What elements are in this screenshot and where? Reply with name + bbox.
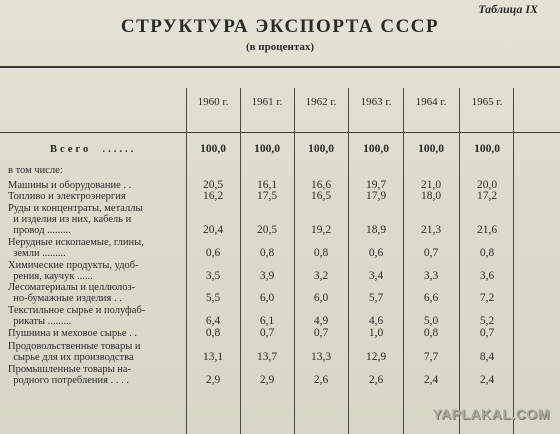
table-cell: 0,8 <box>205 327 221 339</box>
row-label: Пушнина и меховое сырье . . <box>8 328 138 339</box>
table-cell: 0,8 <box>259 247 275 259</box>
row-label: Текстильное сырье и полуфаб- рикаты ......... <box>8 305 146 327</box>
table-cell: 3,4 <box>368 270 384 282</box>
row-label: Машины и оборудование . . <box>8 180 132 191</box>
table-cell: 21,6 <box>476 224 498 236</box>
column-header: 1965 г. <box>471 96 503 108</box>
row-label: в том числе: <box>8 165 63 176</box>
column-header: 1962 г. <box>305 96 337 108</box>
table-cell: 3,2 <box>313 270 329 282</box>
table-cell: 0,7 <box>313 327 329 339</box>
row-label: Нерудные ископаемые, глины, земли ......... <box>8 237 144 259</box>
table-cell: 18,9 <box>365 224 387 236</box>
top-rule <box>0 66 560 68</box>
table-cell: 6,6 <box>423 292 439 304</box>
table-cell: 16,1 <box>256 179 278 191</box>
table-cell: 5,0 <box>423 315 439 327</box>
table-cell: 0,7 <box>423 247 439 259</box>
table-cell: 100,0 <box>254 143 280 155</box>
table-cell: 5,2 <box>479 315 495 327</box>
row-label: Химические продукты, удоб- рения, каучук ...... <box>8 260 139 282</box>
table-cell: 100,0 <box>474 143 500 155</box>
table-cell: 1,0 <box>368 327 384 339</box>
table-cell: 3,5 <box>205 270 221 282</box>
table-cell: 20,4 <box>202 224 224 236</box>
table-cell: 2,6 <box>313 374 329 386</box>
table-cell: 13,1 <box>202 351 224 363</box>
table-cell: 4,9 <box>313 315 329 327</box>
table-cell: 19,7 <box>365 179 387 191</box>
column-header: 1964 г. <box>415 96 447 108</box>
table-cell: 5,7 <box>368 292 384 304</box>
row-label: Лесоматериалы и целлюлоз- но-бумажные изделия . . <box>8 282 136 304</box>
table-cell: 100,0 <box>363 143 389 155</box>
row-label: Промышленные товары на- родного потребления . . . . <box>8 364 132 386</box>
table-cell: 6,0 <box>259 292 275 304</box>
table-cell: 8,4 <box>479 351 495 363</box>
table-cell: 17,5 <box>256 190 278 202</box>
table-cell: 0,8 <box>423 327 439 339</box>
watermark-text: YAPLAKAL.COM <box>432 406 550 422</box>
column-header: 1963 г. <box>360 96 392 108</box>
table-number: Таблица IX <box>478 2 538 16</box>
column-header: 1961 г. <box>251 96 283 108</box>
row-label: Топливо и электроэнергия <box>8 191 126 202</box>
table-cell: 17,9 <box>365 190 387 202</box>
table-cell: 5,5 <box>205 292 221 304</box>
table-cell: 2,4 <box>479 374 495 386</box>
table-cell: 0,6 <box>205 247 221 259</box>
table-cell: 13,7 <box>256 351 278 363</box>
table-cell: 6,0 <box>313 292 329 304</box>
table-cell: 0,6 <box>368 247 384 259</box>
table-cell: 20,5 <box>202 179 224 191</box>
table-cell: 18,0 <box>420 190 442 202</box>
table-cell: 3,3 <box>423 270 439 282</box>
table-cell: 0,8 <box>313 247 329 259</box>
table-cell: 2,4 <box>423 374 439 386</box>
table-cell: 6,4 <box>205 315 221 327</box>
table-cell: 20,5 <box>256 224 278 236</box>
row-label: Продовольственные товары и сырье для их производства <box>8 341 141 363</box>
table-cell: 100,0 <box>418 143 444 155</box>
page-title: СТРУКТУРА ЭКСПОРТА СССР <box>120 16 440 37</box>
row-label: Руды и концентраты, металлы и изделия из них, кабель и провод ......... <box>8 203 143 236</box>
table-cell: 0,7 <box>259 327 275 339</box>
table-cell: 12,9 <box>365 351 387 363</box>
table-cell: 2,6 <box>368 374 384 386</box>
table-cell: 20,0 <box>476 179 498 191</box>
table-cell: 6,1 <box>259 315 275 327</box>
table-cell: 3,9 <box>259 270 275 282</box>
page-subtitle: (в процентах) <box>245 41 315 53</box>
table-cell: 13,3 <box>310 351 332 363</box>
table-cell: 2,9 <box>259 374 275 386</box>
total-row-label: Всего ...... <box>50 144 137 155</box>
table-cell: 17,2 <box>476 190 498 202</box>
table-cell: 16,2 <box>202 190 224 202</box>
table-cell: 16,6 <box>310 179 332 191</box>
column-header: 1960 г. <box>197 96 229 108</box>
table-cell: 0,7 <box>479 327 495 339</box>
table-cell: 21,0 <box>420 179 442 191</box>
table-cell: 21,3 <box>420 224 442 236</box>
table-cell: 0,8 <box>479 247 495 259</box>
table-cell: 16,5 <box>310 190 332 202</box>
table-cell: 4,6 <box>368 315 384 327</box>
table-cell: 7,7 <box>423 351 439 363</box>
table-cell: 100,0 <box>200 143 226 155</box>
table-cell: 2,9 <box>205 374 221 386</box>
table-cell: 100,0 <box>308 143 334 155</box>
header-rule <box>0 132 560 133</box>
table-cell: 7,2 <box>479 292 495 304</box>
table-cell: 3,6 <box>479 270 495 282</box>
table-cell: 19,2 <box>310 224 332 236</box>
